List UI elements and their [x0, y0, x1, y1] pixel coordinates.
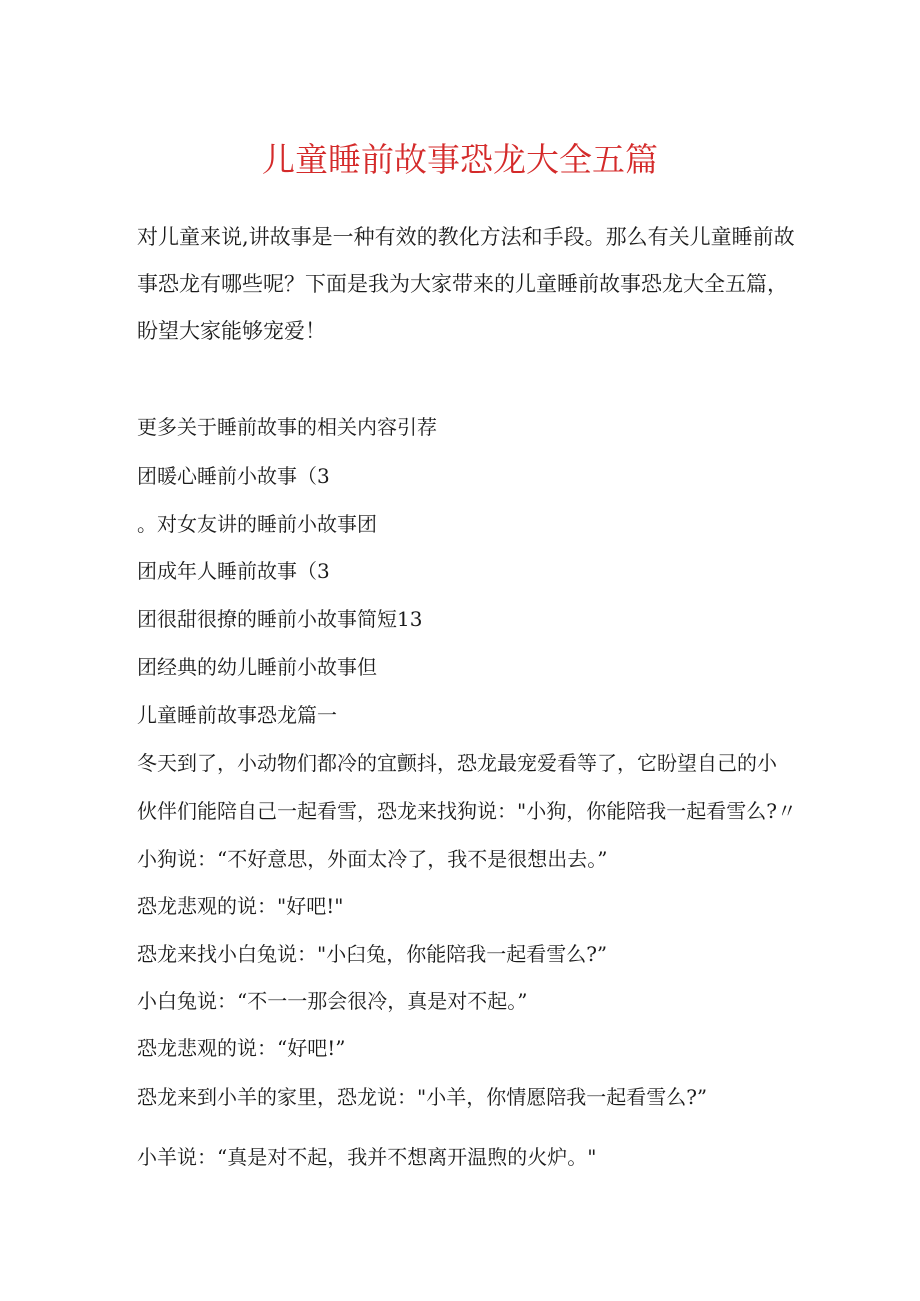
- section-title: 儿童睡前故事恐龙篇一: [137, 703, 337, 727]
- story-line: 小白兔说：“不一一那会很冷，真是对不起。”: [137, 989, 528, 1013]
- intro-paragraph: 对儿童来说,讲故事是一种有效的教化方法和手段。那么有关儿童睡前故事恐龙有哪些呢？下面是我为大家带来的儿童睡前故事恐龙大全五篇，盼望大家能够宠爱！: [137, 225, 795, 343]
- story-line: 恐龙悲观的说：“好吧!”: [137, 1036, 346, 1060]
- story-line: 小狗说：“不好意思，外面太冷了，我不是很想出去。”: [137, 847, 608, 871]
- story-line: 恐龙悲观的说："好吧!": [137, 894, 344, 918]
- document-title: 儿童睡前故事恐龙大全五篇: [262, 140, 658, 179]
- related-heading: 更多关于睡前故事的相关内容引荐: [137, 415, 437, 439]
- related-link[interactable]: 团成年人睡前故事（3: [137, 559, 330, 583]
- related-link[interactable]: 团暖心睡前小故事（3: [137, 464, 330, 488]
- related-link[interactable]: 。对女友讲的睡前小故事团: [137, 512, 377, 536]
- story-line: 伙伴们能陪自己一起看雪，恐龙来找狗说："小狗，你能陪我一起看雪么?〃: [137, 799, 797, 823]
- story-line: 冬天到了，小动物们都冷的宜颤抖，恐龙最宠爱看等了，它盼望自己的小: [137, 751, 777, 775]
- story-line: 恐龙来找小白兔说："小臼兔，你能陪我一起看雪么?”: [137, 942, 608, 966]
- related-link[interactable]: 团经典的幼儿睡前小故事但: [137, 655, 377, 679]
- related-link[interactable]: 团很甜很撩的睡前小故事简短13: [137, 607, 423, 631]
- story-line: 小羊说：“真是对不起，我并不想离开温煦的火炉。": [137, 1145, 597, 1169]
- story-line: 恐龙来到小羊的家里，恐龙说："小羊，你情愿陪我一起看雪么?”: [137, 1085, 708, 1109]
